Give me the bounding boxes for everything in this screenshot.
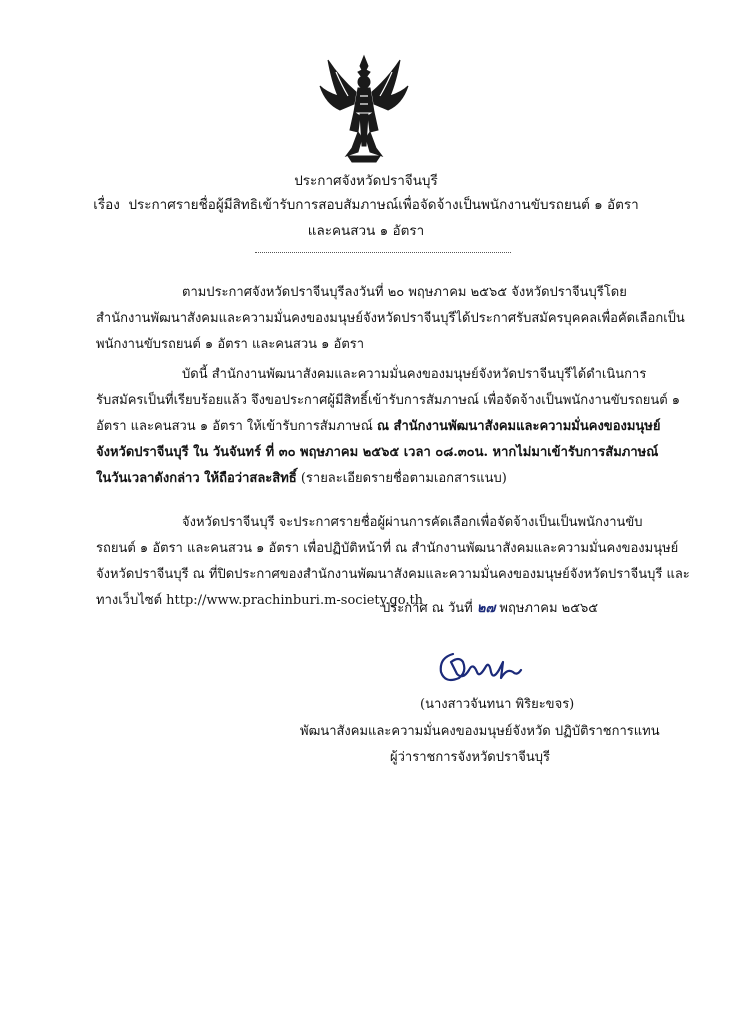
paragraph-line: จังหวัดปราจีนบุรี จะประกาศรายชื่อผู้ผ่านการคัดเลือกเพื่อจัดจ้างเป็นเป็นพนักงานขับ	[182, 515, 643, 530]
handwritten-signature	[433, 648, 525, 688]
signatory-position: พัฒนาสังคมและความมั่นคงของมนุษย์จังหวัด ปฏิบัติราชการแทน	[300, 724, 660, 739]
garuda-emblem	[318, 52, 410, 164]
announcement-date	[382, 597, 598, 618]
paragraph-text: อัตรา และคนสวน ๑ อัตรา ให้เข้ารับการสัมภาษณ์	[96, 419, 377, 434]
subject-text: ประกาศรายชื่อผู้มีสิทธิเข้ารับการสอบสัมภาษณ์เพื่อจัดจ้างเป็นพนักงานขับรถยนต์ ๑ อัตรา	[128, 197, 639, 213]
paragraph-line: สำนักงานพัฒนาสังคมและความมั่นคงของมนุษย์จังหวัดปราจีนบุรีได้ประกาศรับสมัครบุคคลเพื่อคัดเลือกเป็น	[96, 311, 685, 326]
paragraph-line: บัดนี้ สำนักงานพัฒนาสังคมและความมั่นคงของมนุษย์จังหวัดปราจีนบุรีได้ดำเนินการ	[182, 367, 647, 382]
paragraph-2	[96, 362, 681, 492]
subject-line	[0, 193, 732, 215]
signatory-position-acting: ผู้ว่าราชการจังหวัดปราจีนบุรี	[390, 750, 551, 765]
date-month-year: พฤษภาคม ๒๕๖๕	[499, 601, 599, 616]
paragraph-line: จังหวัดปราจีนบุรี ณ ที่ปิดประกาศของสำนักงานพัฒนาสังคมและความมั่นคงของมนุษย์จังหวัดปราจีนบุรี และ	[96, 567, 690, 582]
forfeit-notice: ในวันเวลาดังกล่าว ให้ถือว่าสละสิทธิ์	[96, 471, 297, 486]
paragraph-line: รับสมัครเป็นที่เรียบร้อยแล้ว จึงขอประกาศผู้มีสิทธิ์เข้ารับการสัมภาษณ์ เพื่อจัดจ้างเป็นพนักงานขับรถยนต์ ๑	[96, 393, 681, 408]
paragraph-line: รถยนต์ ๑ อัตรา และคนสวน ๑ อัตรา เพื่อปฏิบัติหน้าที่ ณ สำนักงานพัฒนาสังคมและความมั่นคงของมนุษย์	[96, 541, 679, 556]
paragraph-line	[96, 414, 670, 440]
paragraph-line	[96, 466, 670, 492]
signatory-name: (นางสาวจันทนา พิริยะขจร)	[420, 697, 575, 712]
dotted-divider	[255, 252, 511, 253]
paragraph-1	[96, 280, 685, 358]
interview-datetime: จังหวัดปราจีนบุรี ใน วันจันทร์ ที่ ๓๐ พฤษภาคม ๒๕๖๕ เวลา ๐๘.๓๐น. หากไม่มาเข้ารับการสัมภาษณ์	[96, 445, 659, 460]
paragraph-line: พนักงานขับรถยนต์ ๑ อัตรา และคนสวน ๑ อัตรา	[96, 337, 365, 352]
website-line: ทางเว็บไซต์ http://www.prachinburi.m-society.go.th	[96, 593, 424, 608]
announcement-title: ประกาศจังหวัดปราจีนบุรี	[294, 173, 438, 189]
subject-label: เรื่อง	[93, 197, 120, 213]
attachment-note: (รายละเอียดรายชื่อตามเอกสารแนบ)	[296, 471, 507, 486]
interview-location: ณ สำนักงานพัฒนาสังคมและความมั่นคงของมนุษย์	[376, 419, 661, 434]
date-day-handwritten: ๒๗	[476, 601, 496, 616]
paragraph-line: ตามประกาศจังหวัดปราจีนบุรีลงวันที่ ๒๐ พฤษภาคม ๒๕๖๕ จังหวัดปราจีนบุรีโดย	[182, 285, 627, 300]
date-prefix: ประกาศ ณ วันที่	[382, 601, 473, 616]
subject-continuation: และคนสวน ๑ อัตรา	[307, 223, 425, 239]
